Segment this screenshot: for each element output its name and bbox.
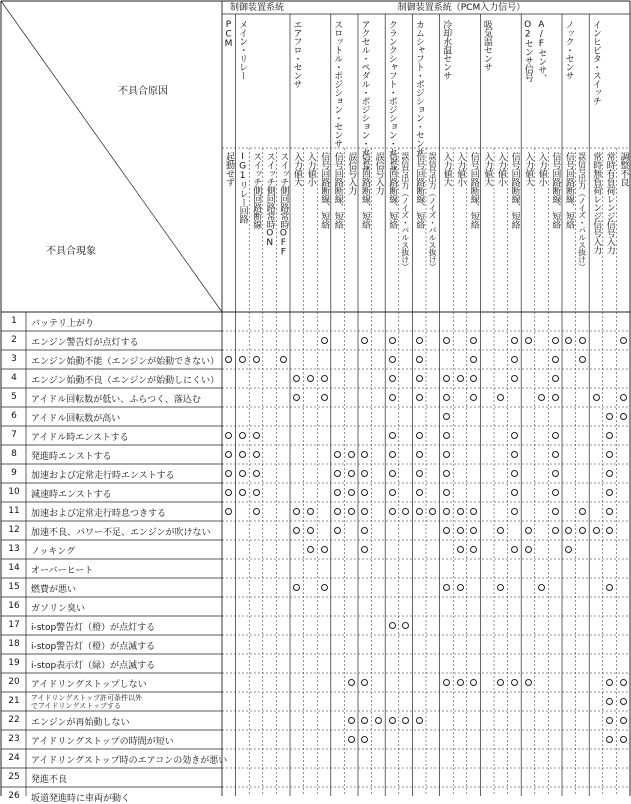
symptom-mark (416, 470, 423, 477)
symptom-mark (307, 546, 314, 553)
row-number: 25 (8, 772, 20, 782)
symptom-mark (389, 394, 396, 401)
symptom-mark (321, 375, 328, 382)
symptom-mark (552, 489, 559, 496)
symptom-mark (443, 679, 450, 686)
symptom-mark (239, 451, 246, 458)
symptom-mark (416, 717, 423, 724)
symptom-mark (552, 432, 559, 439)
symptom-mark (389, 622, 396, 629)
symptom-mark (443, 413, 450, 420)
symptom-mark (348, 451, 355, 458)
column-signal-label: 信号回路断線、短絡 (387, 152, 398, 229)
symptom-mark (457, 584, 464, 591)
symptom-mark (348, 736, 355, 743)
row-number: 9 (11, 468, 17, 478)
symptom-mark (253, 432, 260, 439)
column-signal-label: 入力値大 (523, 152, 534, 186)
column-signal-label: 誤信号出力（ノイズ・パルス抜け） (577, 152, 587, 271)
symptom-mark (348, 717, 355, 724)
symptom-mark (307, 527, 314, 534)
symptom-mark (239, 356, 246, 363)
symptom-mark (620, 413, 627, 420)
column-signal-label: 入力値大 (292, 152, 302, 186)
symptom-text: 加速および定常走行時エンストする (31, 471, 175, 481)
row-number: 3 (11, 354, 17, 364)
symptom-mark (511, 337, 518, 344)
symptom-mark (552, 356, 559, 363)
symptom-mark (552, 527, 559, 534)
symptom-mark (443, 432, 450, 439)
symptom-mark (552, 394, 559, 401)
symptom-mark (457, 546, 464, 553)
symptom-mark (579, 337, 586, 344)
symptom-mark (620, 736, 627, 743)
column-part-label: カムシャフト・ポジション・センサ (413, 20, 424, 156)
column-part-label: アクセル・ペダル・ポジション・センサ (359, 20, 370, 173)
symptom-mark (416, 394, 423, 401)
group-label-control: 制御装置系統 (229, 3, 284, 13)
column-signal-label: 誤信号入力 (346, 152, 357, 195)
column-signal-label: 誤信号出力（ノイズ・パルス抜け） (400, 152, 410, 271)
symptom-mark (389, 470, 396, 477)
symptom-mark (253, 489, 260, 496)
column-part-label: O2センサ信号 (522, 20, 533, 82)
symptom-mark (443, 375, 450, 382)
row-number: 8 (11, 449, 17, 459)
column-part-label: ノック・センサ (563, 20, 574, 80)
symptom-mark (307, 508, 314, 515)
symptom-mark (348, 489, 355, 496)
column-part-label: A/Fセンサ、 (536, 20, 547, 83)
symptom-mark (239, 470, 246, 477)
column-part-label: PCM (223, 20, 234, 49)
symptom-mark (253, 451, 260, 458)
symptom-mark (593, 394, 600, 401)
symptom-mark (525, 679, 532, 686)
symptom-mark (389, 375, 396, 382)
column-part-label: インヒビタ・スイッチ (590, 20, 601, 105)
symptom-mark (253, 356, 260, 363)
symptom-text: i-stop警告灯（橙）が点灯する (31, 623, 156, 633)
symptom-text: i-stop表示灯（緑）が点滅する (31, 661, 156, 671)
symptom-mark (443, 527, 450, 534)
row-number: 24 (8, 753, 20, 763)
symptom-mark (416, 375, 423, 382)
symptom-mark (457, 527, 464, 534)
symptom-mark (620, 679, 627, 686)
column-signal-label: 信号回路断線、短絡 (360, 152, 370, 229)
symptom-mark (253, 508, 260, 515)
symptom-mark (375, 717, 382, 724)
symptom-mark (579, 508, 586, 515)
symptom-mark (416, 508, 423, 515)
symptom-mark (511, 432, 518, 439)
symptom-mark (389, 508, 396, 515)
column-part-label: 吸気温センサ (481, 20, 492, 71)
row-number: 2 (11, 335, 17, 345)
symptom-text: アイドル回転数が高い (31, 414, 121, 424)
symptom-text: i-stop警告灯（橙）が点滅する (31, 642, 156, 652)
symptom-mark (552, 508, 559, 515)
symptom-mark (457, 508, 464, 515)
symptom-text: 加速および定常走行時息つきする (31, 509, 167, 519)
symptom-text: アイドル時エンストする (31, 433, 129, 443)
column-signal-label: 誤信号入力 (373, 152, 384, 195)
symptom-mark (321, 337, 328, 344)
row-number: 1 (11, 316, 17, 326)
symptom-text: 坂道発進時に車両が動く (31, 794, 131, 804)
symptom-mark (348, 470, 355, 477)
column-signal-label: 起動せず (224, 152, 234, 186)
symptom-mark (416, 337, 423, 344)
row-number: 11 (8, 506, 20, 516)
symptom-mark (511, 375, 518, 382)
symptom-mark (579, 527, 586, 534)
symptom-mark (443, 489, 450, 496)
row-number: 18 (8, 639, 20, 649)
row-number: 26 (8, 791, 20, 801)
symptom-text: エンジンが再始動しない (31, 718, 130, 728)
symptom-mark (239, 489, 246, 496)
symptom-mark (389, 489, 396, 496)
row-number: 10 (8, 487, 20, 497)
row-number: 22 (8, 715, 20, 725)
column-part-label: クランクシャフト・ポジション・センサ (386, 20, 397, 173)
symptom-mark (416, 489, 423, 496)
row-number: 6 (11, 411, 17, 421)
symptom-mark (443, 470, 450, 477)
symptom-mark (443, 451, 450, 458)
column-signal-label: 常時無負荷レンジ信号入力 (591, 152, 602, 254)
symptom-text: 発進時エンストする (31, 452, 112, 462)
symptom-mark (511, 489, 518, 496)
symptom-text: ガソリン臭い (31, 604, 86, 614)
row-number: 20 (8, 677, 20, 687)
symptom-mark (552, 375, 559, 382)
column-signal-label: スイッチ側回路常時ON (264, 152, 275, 248)
row-number: 12 (8, 525, 20, 535)
symptom-text: エンジン始動不能（エンジンが始動できない） (31, 357, 220, 367)
column-signal-label: 入力値小 (455, 152, 466, 186)
group-label-pcm-input: 制御装置系統（PCM入力信号） (397, 3, 526, 13)
symptom-mark (389, 432, 396, 439)
symptom-text: 加速不良、パワー不足、エンジンが吹けない (31, 528, 211, 538)
symptom-mark (307, 375, 314, 382)
column-signal-label: IG1リレー回路 (237, 152, 248, 223)
symptom-mark (552, 337, 559, 344)
symptom-mark (511, 356, 518, 363)
symptom-mark (579, 356, 586, 363)
symptom-mark (511, 451, 518, 458)
symptom-mark (511, 546, 518, 553)
symptom-mark (389, 717, 396, 724)
symptom-mark (552, 470, 559, 477)
symptom-mark (443, 394, 450, 401)
symptom-mark (239, 432, 246, 439)
column-signal-label: 信号回路断線、短絡 (509, 152, 520, 229)
symptom-mark (321, 394, 328, 401)
symptom-mark (525, 527, 532, 534)
symptom-mark (457, 679, 464, 686)
row-number: 4 (11, 373, 17, 383)
symptom-mark (416, 451, 423, 458)
symptom-mark (620, 394, 627, 401)
symptom-text: ノッキング (31, 547, 76, 557)
symptom-mark (525, 337, 532, 344)
column-signal-label: 信号回路断線、短絡 (550, 152, 561, 229)
column-signal-label: スイッチ側回路断線 (251, 152, 262, 229)
row-number: 21 (8, 696, 20, 706)
symptom-text: アイドリングストップの時間が短い (31, 737, 174, 747)
symptom-text: アイドリングストップ時のエアコンの効きが悪い (31, 756, 228, 766)
column-part-label: スロットル・ポジション・センサ (332, 20, 343, 148)
symptom-mark (348, 679, 355, 686)
row-number: 15 (8, 582, 20, 592)
symptom-text: オーバーヒート (31, 566, 94, 576)
column-signal-label: 信号回路断線、短絡 (468, 152, 479, 229)
symptom-mark (389, 451, 396, 458)
symptom-text: 燃費が悪い (31, 585, 77, 595)
symptom-mark (620, 717, 627, 724)
symptom-mark (321, 584, 328, 591)
symptom-mark (443, 508, 450, 515)
row-number: 5 (11, 392, 17, 402)
symptom-text: 発進不良 (31, 775, 68, 785)
symptom-mark (511, 508, 518, 515)
symptom-mark (253, 470, 260, 477)
symptom-mark (321, 546, 328, 553)
column-signal-label: 信号回路断線、短絡 (319, 152, 330, 229)
symptom-mark (389, 337, 396, 344)
column-signal-label: 常時有負荷レンジ信号入力 (604, 152, 615, 254)
symptom-text: アイドリングストップ許可条件以外でアイドリングストップする (31, 694, 142, 710)
symptom-mark (416, 356, 423, 363)
symptom-mark (416, 432, 423, 439)
column-part-label: 冷却水温センサ (441, 20, 452, 80)
symptom-mark (389, 356, 396, 363)
header-diagonal (1, 1, 222, 312)
symptom-text: エンジン警告灯が点灯する (31, 338, 139, 348)
column-part-label: エアフロ・センサ (291, 20, 302, 88)
column-part-label: メイン・リレー (237, 20, 248, 80)
symptom-mark (348, 508, 355, 515)
row-number: 7 (11, 430, 17, 440)
symptom-mark (443, 337, 450, 344)
symptom-text: アイドリングストップしない (31, 680, 147, 690)
symptom-text: アイドル回転数が低い、ふらつく、落込む (31, 395, 201, 405)
symptom-mark (443, 584, 450, 591)
column-signal-label: 信号回路断線、短絡 (564, 152, 574, 229)
row-number: 16 (8, 601, 20, 611)
symptom-mark (620, 337, 627, 344)
column-signal-label: スイッチ側回路常時OFF (278, 152, 289, 257)
row-number: 19 (8, 658, 20, 668)
symptom-mark (552, 451, 559, 458)
column-signal-label: 信号回路断線、短絡 (332, 152, 343, 229)
symptom-label: 不具合現象 (46, 246, 96, 257)
row-number: 17 (8, 620, 20, 630)
column-signal-label: 調整不良 (618, 152, 629, 186)
column-signal-label: 信号回路断線、短絡 (414, 152, 425, 229)
row-number: 14 (8, 563, 20, 573)
column-signal-label: 入力値小 (305, 152, 316, 186)
row-number: 23 (8, 734, 20, 744)
symptom-mark (525, 546, 532, 553)
row-number: 13 (8, 544, 20, 554)
symptom-text: 減速時エンストする (31, 490, 112, 500)
symptom-mark (280, 356, 287, 363)
symptom-mark (593, 527, 600, 534)
cause-label: 不具合原因 (118, 86, 168, 97)
column-signal-label: 入力値大 (482, 152, 493, 186)
column-signal-label: 誤信号出力（ノイズ・パルス抜け） (428, 152, 437, 271)
column-signal-label: 入力値大 (441, 152, 452, 186)
symptom-mark (511, 470, 518, 477)
symptom-text: バッテリ上がり (31, 319, 95, 329)
symptom-text: エンジン始動不良（エンジンが始動しにくい） (31, 376, 220, 386)
symptom-mark (620, 698, 627, 705)
column-signal-label: 入力値小 (536, 152, 547, 186)
symptom-mark (457, 375, 464, 382)
symptom-mark (511, 679, 518, 686)
column-signal-label: 入力値小 (496, 152, 506, 186)
